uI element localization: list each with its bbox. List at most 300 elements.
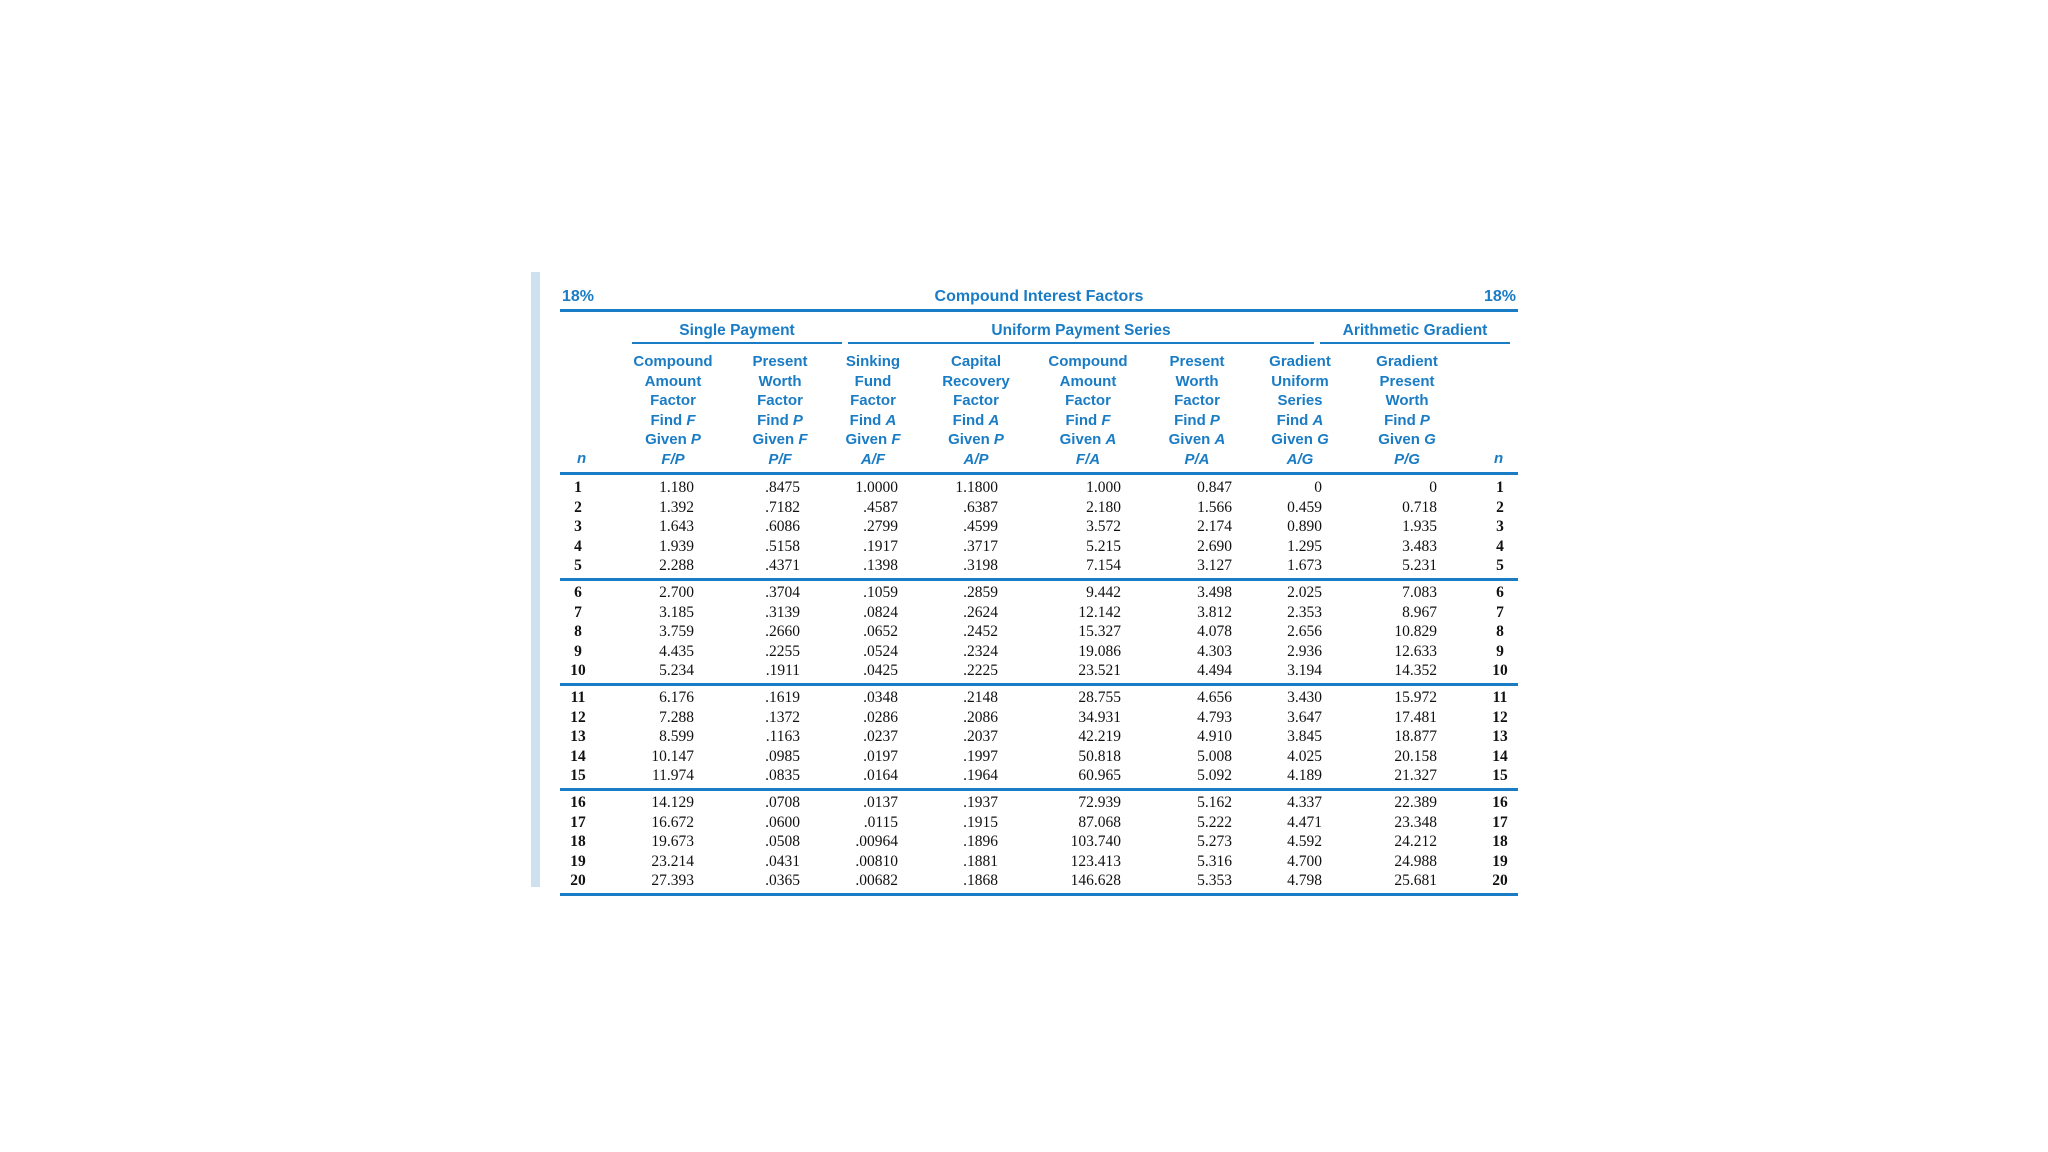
factor-value: .0708 <box>765 794 800 811</box>
column-header-text: A <box>988 411 1000 429</box>
factor-value: .0137 <box>863 794 898 811</box>
period-n-right: 3 <box>1496 518 1504 536</box>
factor-value: 3.194 <box>1287 662 1322 680</box>
factor-value: 5.092 <box>1197 767 1232 785</box>
column-header-text: P <box>792 411 803 429</box>
table-row <box>560 557 1518 577</box>
column-header-text: Amount <box>1059 372 1117 390</box>
factor-value: .0652 <box>863 623 898 641</box>
factor-value: 103.740 <box>1070 833 1121 851</box>
bottom-rule <box>560 893 1518 896</box>
period-n-left: 9 <box>574 642 582 660</box>
group-uniform-label: Uniform Payment Series <box>991 322 1171 339</box>
factor-value: 5.215 <box>1086 537 1121 555</box>
block-rule <box>560 788 1518 791</box>
factor-value: 5.353 <box>1197 872 1232 890</box>
factor-value: .2660 <box>765 623 800 641</box>
factor-value: 18.877 <box>1394 728 1437 746</box>
factor-value: 4.700 <box>1287 852 1322 870</box>
n-header-left: n <box>577 450 587 467</box>
column-header-text: Find <box>849 411 886 429</box>
column-header <box>926 352 1026 469</box>
period-n-left: 12 <box>570 708 586 726</box>
factor-value: .2452 <box>963 623 998 641</box>
factor-value: 0.718 <box>1402 498 1437 516</box>
factor-value: 14.129 <box>651 794 694 811</box>
period-n-left: 15 <box>570 767 586 785</box>
table-row <box>560 728 1518 748</box>
factor-value: 15.327 <box>1078 623 1121 641</box>
factor-value: .0365 <box>765 872 800 890</box>
group-gradient-label: Arithmetic Gradient <box>1342 322 1488 339</box>
factor-value: 23.348 <box>1394 813 1437 831</box>
period-n-right: 6 <box>1496 584 1504 601</box>
header-rule <box>560 472 1518 475</box>
period-n-left: 19 <box>570 852 586 870</box>
factor-value: 4.798 <box>1287 872 1322 890</box>
column-header-text: Find <box>1384 411 1420 429</box>
factor-value: .8475 <box>765 479 800 496</box>
table-row <box>560 872 1518 892</box>
column-header-text: P <box>1209 411 1220 429</box>
factor-value: .00682 <box>855 872 898 890</box>
period-n-right: 17 <box>1492 813 1508 831</box>
table-row <box>560 767 1518 787</box>
column-header-text: A <box>1214 431 1226 448</box>
compound-interest-table <box>560 288 1518 888</box>
column-header-text: Amount <box>644 372 702 390</box>
column-header-text: P <box>993 431 1004 448</box>
period-n-left: 3 <box>574 518 582 536</box>
factor-value: 0.459 <box>1287 498 1322 516</box>
factor-value: .0524 <box>863 642 898 660</box>
period-n-left: 18 <box>570 833 586 851</box>
factor-value: 2.288 <box>659 557 694 575</box>
column-header-text: A/P <box>963 450 989 468</box>
factor-value: .7182 <box>765 498 800 516</box>
factor-value: .1911 <box>765 662 800 680</box>
factor-value: 5.316 <box>1197 852 1232 870</box>
factor-value: 10.147 <box>651 747 694 765</box>
period-n-left: 20 <box>570 872 586 890</box>
period-n-right: 5 <box>1496 557 1504 575</box>
column-header-text: F/P <box>661 450 685 468</box>
column-header-text: A/F <box>860 450 886 468</box>
period-n-right: 19 <box>1492 852 1508 870</box>
factor-value: .00810 <box>855 852 898 870</box>
column-header-text: Series <box>1277 392 1323 409</box>
factor-value: 0 <box>1429 479 1437 496</box>
factor-value: 23.521 <box>1078 662 1121 680</box>
factor-value: 4.337 <box>1287 794 1322 811</box>
column-header-text: F <box>798 431 808 448</box>
interest-rate-right: 18% <box>1483 288 1516 305</box>
column-header-text: Factor <box>1174 392 1220 409</box>
period-n-left: 14 <box>570 747 586 765</box>
factor-value: .1917 <box>863 537 898 555</box>
table-row <box>560 604 1518 624</box>
factor-value: 20.158 <box>1394 747 1437 765</box>
column-header-text: Find <box>1174 411 1210 429</box>
period-n-right: 8 <box>1496 623 1504 641</box>
factor-value: 2.025 <box>1287 584 1322 601</box>
column-header-text: Factor <box>953 392 999 409</box>
factor-value: .4587 <box>863 498 898 516</box>
period-n-right: 12 <box>1492 708 1508 726</box>
period-n-left: 11 <box>570 689 586 706</box>
factor-value: 7.288 <box>659 708 694 726</box>
period-n-left: 4 <box>574 537 582 555</box>
column-header-text: Find <box>952 411 989 429</box>
column-header-text: Compound <box>633 353 713 370</box>
factor-value: 25.681 <box>1394 872 1437 890</box>
column-header-text: Present <box>1169 353 1225 370</box>
factor-value: 5.273 <box>1197 833 1232 851</box>
factor-value: 1.000 <box>1086 479 1121 496</box>
factor-value: 19.086 <box>1078 642 1121 660</box>
table-row <box>560 538 1518 558</box>
column-header-text: Given <box>1168 431 1215 448</box>
column-header-text: P/F <box>768 450 792 468</box>
column-header-text: Given <box>1059 431 1106 448</box>
factor-value: 4.189 <box>1287 767 1322 785</box>
factor-value: 4.656 <box>1197 689 1232 706</box>
factor-value: 17.481 <box>1394 708 1437 726</box>
factor-value: .3704 <box>765 584 800 601</box>
factor-value: .1881 <box>963 852 998 870</box>
table-row <box>560 479 1518 499</box>
factor-value: 6.176 <box>659 689 694 706</box>
period-n-right: 13 <box>1492 728 1508 746</box>
factor-value: 87.068 <box>1078 813 1121 831</box>
factor-value: 12.633 <box>1394 642 1437 660</box>
factor-value: 3.759 <box>659 623 694 641</box>
column-header-text: A <box>1312 411 1324 429</box>
factor-value: 72.939 <box>1078 794 1121 811</box>
factor-value: 9.442 <box>1086 584 1121 601</box>
period-n-right: 9 <box>1496 642 1504 660</box>
factor-value: .6387 <box>963 498 998 516</box>
factor-value: 4.793 <box>1197 708 1232 726</box>
column-header-text: Gradient <box>1376 353 1438 370</box>
column-header-text: Compound <box>1048 353 1128 370</box>
column-header-text: Find <box>1276 411 1313 429</box>
period-n-left: 2 <box>574 498 582 516</box>
factor-value: .2799 <box>863 518 898 536</box>
period-n-right: 18 <box>1492 833 1508 851</box>
title-rule <box>560 309 1518 312</box>
column-header-text: Given <box>1378 431 1425 448</box>
period-n-right: 4 <box>1496 537 1504 555</box>
column-header-text: Worth <box>1385 392 1429 409</box>
table-row <box>560 499 1518 519</box>
factor-value: 19.673 <box>651 833 694 851</box>
factor-value: 28.755 <box>1078 689 1121 706</box>
factor-value: .0164 <box>863 767 898 785</box>
column-header-text: G <box>1317 431 1329 448</box>
period-n-left: 16 <box>570 794 586 811</box>
column-header-text: Worth <box>1175 372 1219 390</box>
factor-value: 123.413 <box>1070 852 1121 870</box>
period-n-right: 10 <box>1492 662 1508 680</box>
column-header-text: A <box>1105 431 1117 448</box>
period-n-left: 5 <box>574 557 582 575</box>
factor-value: 50.818 <box>1078 747 1121 765</box>
period-n-left: 13 <box>570 728 586 746</box>
factor-value: 22.389 <box>1394 794 1437 811</box>
factor-value: 1.295 <box>1287 537 1322 555</box>
column-header-text: Gradient <box>1269 353 1331 370</box>
interest-rate-left: 18% <box>562 288 595 305</box>
factor-value: 34.931 <box>1078 708 1121 726</box>
period-n-right: 16 <box>1492 794 1508 811</box>
group-rule <box>848 342 1314 345</box>
period-n-right: 2 <box>1496 498 1504 516</box>
factor-value: .1372 <box>765 708 800 726</box>
factor-value: 60.965 <box>1078 767 1121 785</box>
factor-value: 24.212 <box>1394 833 1437 851</box>
factor-value: 5.231 <box>1402 557 1437 575</box>
factor-value: .0425 <box>863 662 898 680</box>
period-n-right: 7 <box>1496 603 1504 621</box>
period-n-right: 11 <box>1492 689 1508 706</box>
factor-value: 24.988 <box>1394 852 1437 870</box>
column-header-text: Recovery <box>942 372 1010 390</box>
factor-value: 1.566 <box>1197 498 1232 516</box>
factor-value: .0985 <box>765 747 800 765</box>
factor-value: .0286 <box>863 708 898 726</box>
table-title: Compound Interest Factors <box>934 288 1144 305</box>
factor-value: .1619 <box>765 689 800 706</box>
table-row <box>560 643 1518 663</box>
group-rule <box>1320 342 1510 345</box>
table-row <box>560 814 1518 834</box>
column-header-text: Factor <box>1065 392 1111 409</box>
period-n-left: 1 <box>574 479 582 496</box>
factor-value: 5.222 <box>1197 813 1232 831</box>
period-n-right: 20 <box>1492 872 1508 890</box>
factor-value: 3.430 <box>1287 689 1322 706</box>
factor-value: 3.185 <box>659 603 694 621</box>
factor-value: 4.078 <box>1197 623 1232 641</box>
factor-value: .0348 <box>863 689 898 706</box>
factor-value: 3.647 <box>1287 708 1322 726</box>
factor-value: 0 <box>1314 479 1322 496</box>
factor-value: .2225 <box>963 662 998 680</box>
factor-value: .1915 <box>963 813 998 831</box>
column-header-text: A/G <box>1286 450 1314 468</box>
column-header-text: P <box>690 431 701 448</box>
factor-value: 5.234 <box>659 662 694 680</box>
factor-value: .1997 <box>963 747 998 765</box>
column-header-text: Given <box>1271 431 1318 448</box>
factor-value: 1.643 <box>659 518 694 536</box>
factor-value: 1.392 <box>659 498 694 516</box>
period-n-left: 8 <box>574 623 582 641</box>
factor-value: 1.935 <box>1402 518 1437 536</box>
factor-value: 0.890 <box>1287 518 1322 536</box>
column-header-text: A <box>885 411 897 429</box>
column-header <box>1147 352 1247 469</box>
factor-value: 16.672 <box>651 813 694 831</box>
group-uniform-payment-series <box>848 322 1314 340</box>
factor-value: .0835 <box>765 767 800 785</box>
table-row <box>560 518 1518 538</box>
period-n-left: 10 <box>570 662 586 680</box>
factor-value: .2037 <box>963 728 998 746</box>
factor-value: .0508 <box>765 833 800 851</box>
column-header-text: Given <box>645 431 691 448</box>
column-header <box>1357 352 1457 469</box>
period-n-left: 7 <box>574 603 582 621</box>
table-row <box>560 794 1518 814</box>
column-header-text: Find <box>1065 411 1102 429</box>
period-n-right: 1 <box>1496 479 1504 496</box>
factor-value: 5.162 <box>1197 794 1232 811</box>
factor-value: 3.812 <box>1197 603 1232 621</box>
factor-value: 3.572 <box>1086 518 1121 536</box>
factor-value: .2255 <box>765 642 800 660</box>
table-row <box>560 584 1518 604</box>
table-row <box>560 623 1518 643</box>
factor-value: 4.494 <box>1197 662 1232 680</box>
table-row <box>560 709 1518 729</box>
column-header-text: F <box>686 411 696 429</box>
period-n-left: 17 <box>570 813 586 831</box>
column-header-text: F/A <box>1075 450 1101 468</box>
factor-value: 3.483 <box>1402 537 1437 555</box>
column-header-text: Capital <box>950 353 1001 370</box>
factor-value: .00964 <box>855 833 898 851</box>
n-header-right: n <box>1494 450 1504 467</box>
factor-value: .6086 <box>765 518 800 536</box>
factor-value: .0600 <box>765 813 800 831</box>
factor-value: 8.599 <box>659 728 694 746</box>
factor-value: .0824 <box>863 603 898 621</box>
group-single-payment <box>632 322 842 340</box>
factor-value: 7.154 <box>1086 557 1121 575</box>
column-header-text: Find <box>757 411 793 429</box>
factor-value: 2.180 <box>1086 498 1121 516</box>
group-rule <box>632 342 842 345</box>
column-header-text: Factor <box>850 392 896 409</box>
factor-value: 1.939 <box>659 537 694 555</box>
factor-value: 15.972 <box>1394 689 1437 706</box>
factor-value: .1964 <box>963 767 998 785</box>
factor-value: .5158 <box>765 537 800 555</box>
column-header-text: P/A <box>1184 450 1210 468</box>
column-header-text: P/G <box>1394 450 1420 468</box>
block-rule <box>560 683 1518 686</box>
column-header <box>730 352 830 469</box>
factor-value: .0431 <box>765 852 800 870</box>
factor-value: .1398 <box>863 557 898 575</box>
factor-value: 11.974 <box>651 767 694 785</box>
period-n-left: 6 <box>574 584 582 601</box>
factor-value: 4.471 <box>1287 813 1322 831</box>
factor-value: 0.847 <box>1197 479 1232 496</box>
factor-value: 2.936 <box>1287 642 1322 660</box>
factor-value: .1163 <box>765 728 800 746</box>
factor-value: 2.353 <box>1287 603 1322 621</box>
factor-value: 27.393 <box>651 872 694 890</box>
factor-value: 2.690 <box>1197 537 1232 555</box>
factor-value: 5.008 <box>1197 747 1232 765</box>
factor-value: .1059 <box>863 584 898 601</box>
factor-value: .2086 <box>963 708 998 726</box>
factor-value: .0237 <box>863 728 898 746</box>
factor-value: 4.435 <box>659 642 694 660</box>
factor-value: 4.910 <box>1197 728 1232 746</box>
factor-value: 12.142 <box>1078 603 1121 621</box>
factor-value: 1.180 <box>659 479 694 496</box>
column-header <box>823 352 923 469</box>
column-header-text: Find <box>650 411 687 429</box>
factor-value: .1868 <box>963 872 998 890</box>
column-header-text: F <box>1101 411 1111 429</box>
factor-value: 42.219 <box>1078 728 1121 746</box>
factor-value: 146.628 <box>1070 872 1121 890</box>
factor-value: .3139 <box>765 603 800 621</box>
factor-value: 7.083 <box>1402 584 1437 601</box>
column-header-text: Present <box>1379 372 1435 390</box>
factor-value: 3.845 <box>1287 728 1322 746</box>
column-header-text: Worth <box>758 372 802 390</box>
factor-value: 1.0000 <box>855 479 898 496</box>
factor-value: 14.352 <box>1394 662 1437 680</box>
group-arithmetic-gradient <box>1320 322 1510 340</box>
factor-value: 2.700 <box>659 584 694 601</box>
column-header <box>623 352 723 469</box>
column-header-text: Sinking <box>845 353 901 370</box>
table-row <box>560 833 1518 853</box>
factor-value: .2324 <box>963 642 998 660</box>
factor-value: 3.127 <box>1197 557 1232 575</box>
column-header-text: Given <box>845 431 892 448</box>
factor-value: .2148 <box>963 689 998 706</box>
factor-value: 4.025 <box>1287 747 1322 765</box>
factor-value: 8.967 <box>1402 603 1437 621</box>
factor-value: .0115 <box>863 813 898 831</box>
factor-value: .4371 <box>765 557 800 575</box>
factor-value: .3717 <box>963 537 998 555</box>
column-header-text: G <box>1424 431 1436 448</box>
factor-value: 1.673 <box>1287 557 1322 575</box>
factor-value: 3.498 <box>1197 584 1232 601</box>
column-header-text: Present <box>752 353 808 370</box>
factor-value: 10.829 <box>1394 623 1437 641</box>
factor-value: 23.214 <box>651 852 694 870</box>
group-single-payment-label: Single Payment <box>679 322 795 339</box>
column-header-text: F <box>891 431 901 448</box>
table-row <box>560 662 1518 682</box>
factor-value: .3198 <box>963 557 998 575</box>
factor-value: .4599 <box>963 518 998 536</box>
column-header <box>1038 352 1138 469</box>
factor-value: 2.174 <box>1197 518 1232 536</box>
factor-value: 4.592 <box>1287 833 1322 851</box>
column-header-text: Given <box>752 431 799 448</box>
column-header-text: Factor <box>757 392 803 409</box>
factor-value: .0197 <box>863 747 898 765</box>
column-header <box>1250 352 1350 469</box>
period-n-right: 15 <box>1492 767 1508 785</box>
factor-value: 1.1800 <box>955 479 998 496</box>
column-header-text: Given <box>948 431 994 448</box>
factor-value: .2624 <box>963 603 998 621</box>
column-header-text: Fund <box>854 372 892 390</box>
page-margin-strip <box>531 272 540 887</box>
